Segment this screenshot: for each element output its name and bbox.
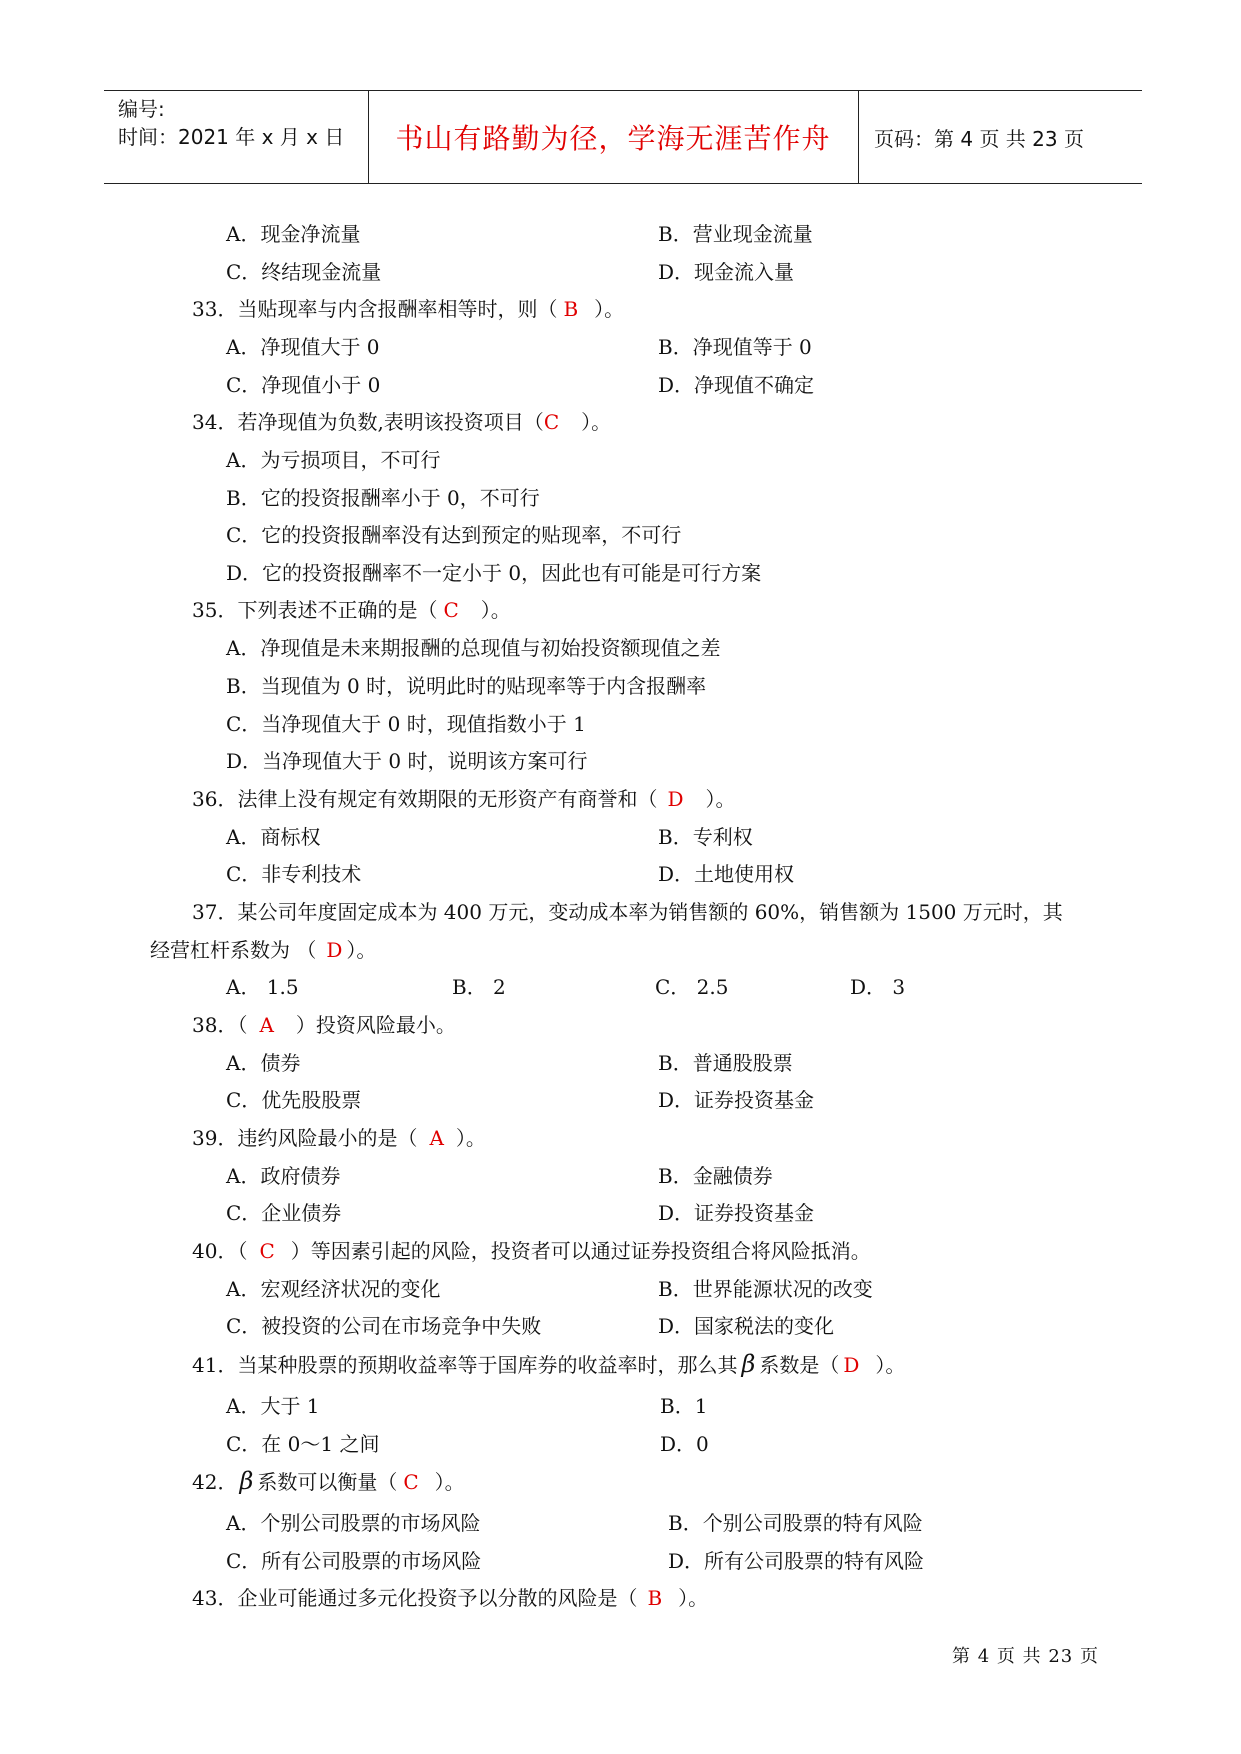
answer-mark: D (843, 1353, 860, 1377)
option-text: B．专利权 (658, 825, 753, 849)
option-text: C．它的投资报酬率没有达到预定的贴现率，不可行 (226, 523, 682, 547)
option-text: B．个别公司股票的特有风险 (668, 1511, 923, 1535)
option-text: D．土地使用权 (658, 862, 795, 886)
option-text: D．证券投资基金 (658, 1201, 815, 1225)
beta-symbol: β (239, 1467, 254, 1495)
question-end: ）。 (480, 598, 511, 622)
option-text: D．它的投资报酬率不一定小于 0，因此也有可能是可行方案 (226, 561, 762, 585)
option-text: A．净现值是未来期报酬的总现值与初始投资额现值之差 (226, 636, 721, 660)
question-text: 34．若净现值为负数,表明该投资项目（ (192, 410, 544, 434)
option-text: D．0 (660, 1432, 709, 1456)
page-footer: 第 4 页 共 23 页 (952, 1646, 1099, 1667)
question-end: ）。 (434, 1470, 465, 1494)
option-text: C．优先股股票 (226, 1088, 362, 1112)
question-text: 系数是（ (759, 1353, 840, 1377)
question-end: ）。 (678, 1586, 709, 1610)
option-text: D． 3 (850, 975, 906, 999)
option-text: A．现金净流量 (226, 222, 361, 246)
question-text: 41．当某种股票的预期收益率等于国库券的收益率时，那么其 (192, 1353, 738, 1377)
answer-mark: C (443, 598, 459, 622)
page-header (104, 90, 1142, 184)
option-text: B．当现值为 0 时，说明此时的贴现率等于内含报酬率 (226, 674, 707, 698)
option-text: C．当净现值大于 0 时，现值指数小于 1 (226, 712, 586, 736)
question-39 (192, 1126, 486, 1150)
question-end: ）等因素引起的风险，投资者可以通过证券投资组合将风险抵消。 (290, 1239, 871, 1263)
option-text: B．净现值等于 0 (658, 335, 812, 359)
question-text: 35．下列表述不正确的是（ (192, 598, 438, 622)
option-text: A．净现值大于 0 (226, 335, 380, 359)
number-label: 编号: (118, 97, 165, 121)
question-34 (192, 410, 611, 434)
question-33 (192, 297, 624, 321)
question-38 (192, 1013, 456, 1037)
answer-mark: C (403, 1470, 419, 1494)
option-text: B．它的投资报酬率小于 0，不可行 (226, 486, 540, 510)
question-43 (192, 1586, 708, 1610)
answer-mark: D (667, 787, 684, 811)
option-text: B． 2 (452, 975, 506, 999)
question-37: 37．某公司年度固定成本为 400 万元，变动成本率为销售额的 60%，销售额为 1500 万元时，其 (192, 900, 1063, 924)
motto: 书山有路勤为径，学海无涯苦作舟 (395, 122, 831, 155)
question-40 (192, 1239, 871, 1263)
option-text: A．政府债券 (226, 1164, 341, 1188)
option-text: C．非专利技术 (226, 862, 362, 886)
question-end: ）。 (875, 1353, 906, 1377)
option-text: D．证券投资基金 (658, 1088, 815, 1112)
question-text: 42． (192, 1470, 238, 1494)
option-text: D．国家税法的变化 (658, 1314, 835, 1338)
option-text: D．当净现值大于 0 时，说明该方案可行 (226, 749, 588, 773)
question-end: ）投资风险最小。 (295, 1013, 456, 1037)
option-text: C．终结现金流量 (226, 260, 382, 284)
question-text: 系数可以衡量（ (257, 1470, 398, 1494)
question-text: 经营杠杆系数为 （ (150, 938, 317, 962)
header-page-cell (860, 91, 1142, 183)
option-text: A．大于 1 (226, 1394, 320, 1418)
question-42 (192, 1469, 465, 1494)
option-text: A．商标权 (226, 825, 321, 849)
option-text: C．所有公司股票的市场风险 (226, 1549, 482, 1573)
question-end: ）。 (346, 938, 377, 962)
option-text: C．被投资的公司在市场竞争中失败 (226, 1314, 542, 1338)
question-37-cont (150, 938, 376, 962)
header-page-label: 页码：第 4 页 共 23 页 (874, 126, 1084, 151)
option-text: B．营业现金流量 (658, 222, 813, 246)
question-35 (192, 598, 511, 622)
question-end: ）。 (705, 787, 736, 811)
time-label: 时间：2021 年 x 月 x 日 (118, 125, 345, 149)
beta-symbol: β (741, 1350, 756, 1378)
header-info-cell (104, 91, 369, 183)
option-text: D．所有公司股票的特有风险 (668, 1549, 925, 1573)
option-text: A．为亏损项目，不可行 (226, 448, 441, 472)
answer-mark: B (647, 1586, 663, 1610)
question-text: 39．违约风险最小的是（ (192, 1126, 418, 1150)
option-text: B．普通股股票 (658, 1051, 793, 1075)
question-text: 40．（ (192, 1239, 248, 1263)
answer-mark: A (429, 1126, 444, 1150)
question-41 (192, 1352, 905, 1377)
question-end: ）。 (594, 297, 625, 321)
option-text: B．金融债券 (658, 1164, 773, 1188)
option-text: A． 1.5 (226, 975, 299, 999)
answer-mark: C (259, 1239, 275, 1263)
answer-mark: C (543, 410, 560, 434)
question-text: 36．法律上没有规定有效期限的无形资产有商誉和（ (192, 787, 658, 811)
option-text: D．净现值不确定 (658, 373, 815, 397)
answer-mark: D (326, 938, 343, 962)
option-text: A．宏观经济状况的变化 (226, 1277, 441, 1301)
answer-mark: A (259, 1013, 274, 1037)
option-text: C． 2.5 (655, 975, 729, 999)
question-36 (192, 787, 736, 811)
option-text: C．企业债券 (226, 1201, 342, 1225)
option-text: A．债券 (226, 1051, 301, 1075)
answer-mark: B (563, 297, 579, 321)
question-end: ）。 (581, 410, 612, 434)
question-end: ）。 (455, 1126, 486, 1150)
option-text: A．个别公司股票的市场风险 (226, 1511, 481, 1535)
option-text: C．净现值小于 0 (226, 373, 381, 397)
question-text: 43．企业可能通过多元化投资予以分散的风险是（ (192, 1586, 638, 1610)
header-motto-cell (368, 91, 859, 183)
option-text: C．在 0～1 之间 (226, 1432, 380, 1456)
option-text: D．现金流入量 (658, 260, 795, 284)
question-text: 38．（ (192, 1013, 248, 1037)
option-text: B．世界能源状况的改变 (658, 1277, 873, 1301)
option-text: B．1 (660, 1394, 708, 1418)
question-text: 33．当贴现率与内含报酬率相等时，则（ (192, 297, 558, 321)
